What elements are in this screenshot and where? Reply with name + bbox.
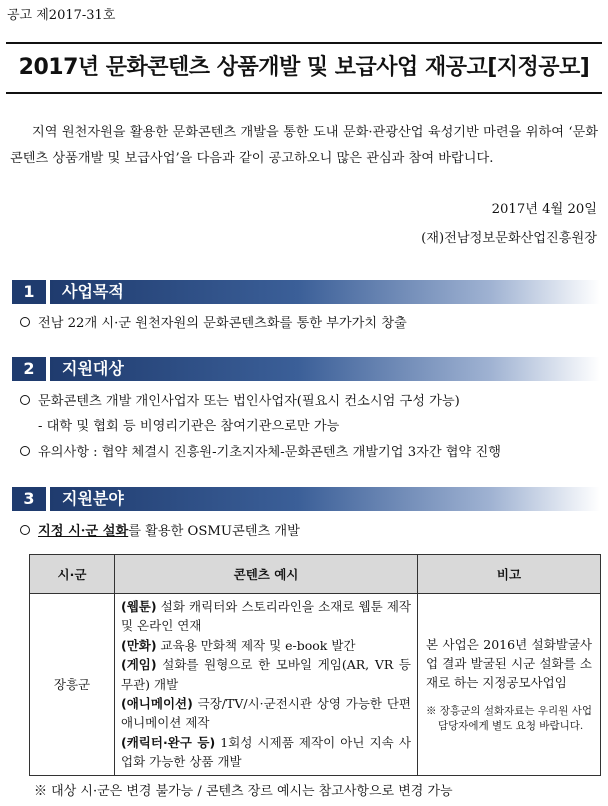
notice-date: 2017년 4월 20일	[491, 202, 597, 217]
notice-number: 공고 제2017-31호	[7, 8, 116, 23]
bullet-text: 문화콘텐츠 개발 개인사업자 또는 법인사업자(필요시 컨소시엄 구성 가능)	[38, 394, 460, 409]
bullet-text: 전남 22개 시·군 원천자원의 문화콘텐츠화를 통한 부가가치 창출	[38, 316, 407, 331]
circle-bullet-icon	[20, 395, 30, 405]
content-example-cell	[115, 594, 418, 776]
field-bullet	[20, 522, 300, 542]
section-number: 1	[12, 280, 46, 304]
genre-desc: 설화를 원형으로 한 모바일 게임(AR, VR 등 무관) 개발	[121, 657, 411, 692]
section-number: 3	[12, 487, 46, 511]
purpose-bullet	[20, 314, 407, 334]
genre-desc: 설화 캐릭터와 스토리라인을 소재로 웹툰 제작 및 온라인 연재	[121, 599, 411, 634]
genre-tag: (게임)	[121, 657, 157, 673]
issuing-organization: (재)전남정보문화산업진흥원장	[421, 231, 597, 246]
title-rule-top	[6, 42, 602, 44]
genre-tag: (만화)	[121, 637, 157, 653]
section-bar	[50, 280, 600, 304]
col-header-city: 시·군	[30, 555, 115, 594]
col-header-remark: 비고	[418, 555, 601, 594]
support-field-table	[29, 554, 601, 776]
genre-tag: (애니메이션)	[121, 696, 193, 712]
remark-text: 본 사업은 2016년 설화발굴사업 결과 발굴된 시군 설화를 소재로 하는 지정공모사업임	[426, 636, 592, 690]
genre-tag: (웹툰)	[121, 599, 157, 614]
list-item	[121, 655, 411, 694]
circle-bullet-icon	[20, 525, 30, 535]
document-title: 2017년 문화콘텐츠 상품개발 및 보급사업 재공고[지정공모]	[18, 55, 590, 80]
list-item	[121, 597, 411, 636]
section-bar	[50, 357, 600, 381]
intro-paragraph: 지역 원천자원을 활용한 문화콘텐츠 개발을 통한 도내 문화·관광산업 육성기반 마련을 위하여 ‘문화콘텐츠 상품개발 및 보급사업’을 다음과 같이 공고하오니 많은 관심과 참여 바랍니다.	[10, 125, 598, 166]
section-number: 2	[12, 357, 46, 381]
genre-desc: 교육용 만화책 제작 및 e-book 발간	[156, 637, 356, 653]
section-label: 지원분야	[62, 489, 124, 508]
section-header-target	[12, 357, 600, 381]
circle-bullet-icon	[20, 317, 30, 327]
col-header-content-example: 콘텐츠 예시	[115, 555, 418, 594]
section-header-field	[12, 487, 600, 511]
target-bullet-eligibility	[20, 392, 460, 412]
genre-tag: (캐릭터·완구 등)	[121, 734, 216, 750]
target-sub-item: - 대학 및 협회 등 비영리기관은 참여기관으로만 가능	[38, 419, 340, 434]
target-bullet-caution	[20, 443, 501, 463]
footnote: ※ 대상 시·군은 변경 불가능 / 콘텐츠 장르 예시는 참고사항으로 변경 가능	[34, 784, 453, 799]
section-label: 지원대상	[62, 359, 124, 378]
genre-desc: 극장/TV/시·군전시관 상영 가능한 단편 애니메이션 제작	[121, 696, 411, 731]
list-item	[121, 733, 411, 772]
title-rule-bottom	[6, 92, 602, 94]
remark-note: ※ 장흥군의 설화자료는 우리원 사업담당자에게 별도 요청 바랍니다.	[426, 704, 592, 732]
city-cell: 장흥군	[30, 594, 115, 776]
table-row	[30, 594, 601, 776]
remark-cell	[418, 594, 601, 776]
bullet-text: 유의사항 : 협약 체결시 진흥원-기초지자체-문화콘텐츠 개발기업 3자간 협약 진행	[38, 445, 501, 460]
field-emphasis: 지정 시·군 설화	[38, 524, 129, 539]
list-item	[121, 636, 411, 655]
genre-desc: 1회성 시제품 제작이 아닌 지속 사업화 가능한 상품 개발	[121, 734, 411, 770]
section-bar	[50, 487, 600, 511]
section-label: 사업목적	[62, 282, 124, 301]
list-item	[121, 694, 411, 733]
section-header-purpose	[12, 280, 600, 304]
table-header-row	[30, 555, 601, 594]
circle-bullet-icon	[20, 446, 30, 456]
bullet-text: 를 활용한 OSMU콘텐츠 개발	[128, 524, 300, 539]
